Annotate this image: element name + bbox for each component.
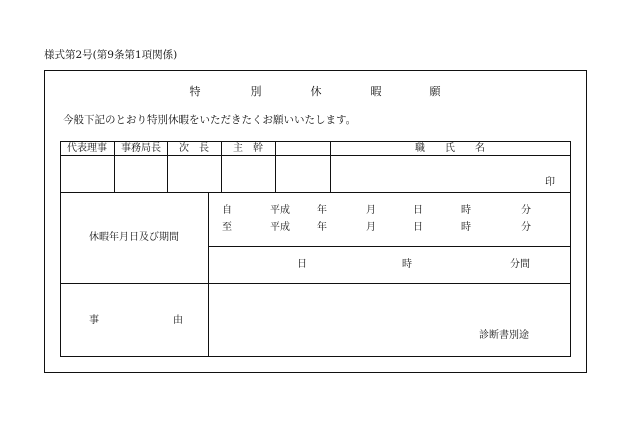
title-char: 特 [189,85,201,98]
period-to-hour: 時 [461,222,471,233]
title-char: 休 [310,85,322,98]
reason-label-left: 事 [89,315,99,326]
approval-header: 次 長 [179,143,209,154]
period-to-minute: 分 [521,222,531,233]
title-char: 暇 [370,85,382,98]
seal-mark: 印 [545,177,555,188]
approval-header: 主 幹 [233,143,263,154]
approval-col-divider [114,141,115,192]
duration-minutes: 分間 [510,259,530,270]
application-table [60,141,571,357]
reason-row-divider [60,283,571,284]
period-from-minute: 分 [521,205,531,216]
certificate-note: 診断書別途 [479,330,529,341]
period-to-year: 年 [317,222,327,233]
label-col-divider [208,192,209,357]
period-from-label: 自 [222,205,232,216]
period-inner-divider [208,246,571,247]
approval-col-divider [221,141,222,192]
period-from-era: 平成 [270,205,290,216]
period-from-hour: 時 [461,205,471,216]
form-label: 様式第2号(第9条第1項関係) [44,49,178,61]
title-char: 願 [429,85,441,98]
approval-header: 代表理事 [67,143,107,154]
duration-hours: 時 [402,259,412,270]
approval-col-divider [167,141,168,192]
request-text: 今般下記のとおり特別休暇をいただきたくお願いいたします。 [63,114,357,126]
period-from-month: 月 [366,205,376,216]
approval-header-divider [60,155,571,156]
period-to-month: 月 [366,222,376,233]
duration-days: 日 [297,259,307,270]
approval-row-divider [60,192,571,193]
period-to-label: 至 [222,222,232,233]
approval-col-divider [275,141,276,192]
period-to-era: 平成 [270,222,290,233]
period-from-year: 年 [317,205,327,216]
approval-col-divider [330,141,331,192]
name-header: 職 氏 名 [415,143,485,154]
period-label: 休暇年月日及び期間 [89,232,179,243]
title-char: 別 [250,85,262,98]
period-to-day: 日 [413,222,423,233]
period-from-day: 日 [413,205,423,216]
approval-header: 事務局長 [121,143,161,154]
reason-label-right: 由 [173,315,183,326]
